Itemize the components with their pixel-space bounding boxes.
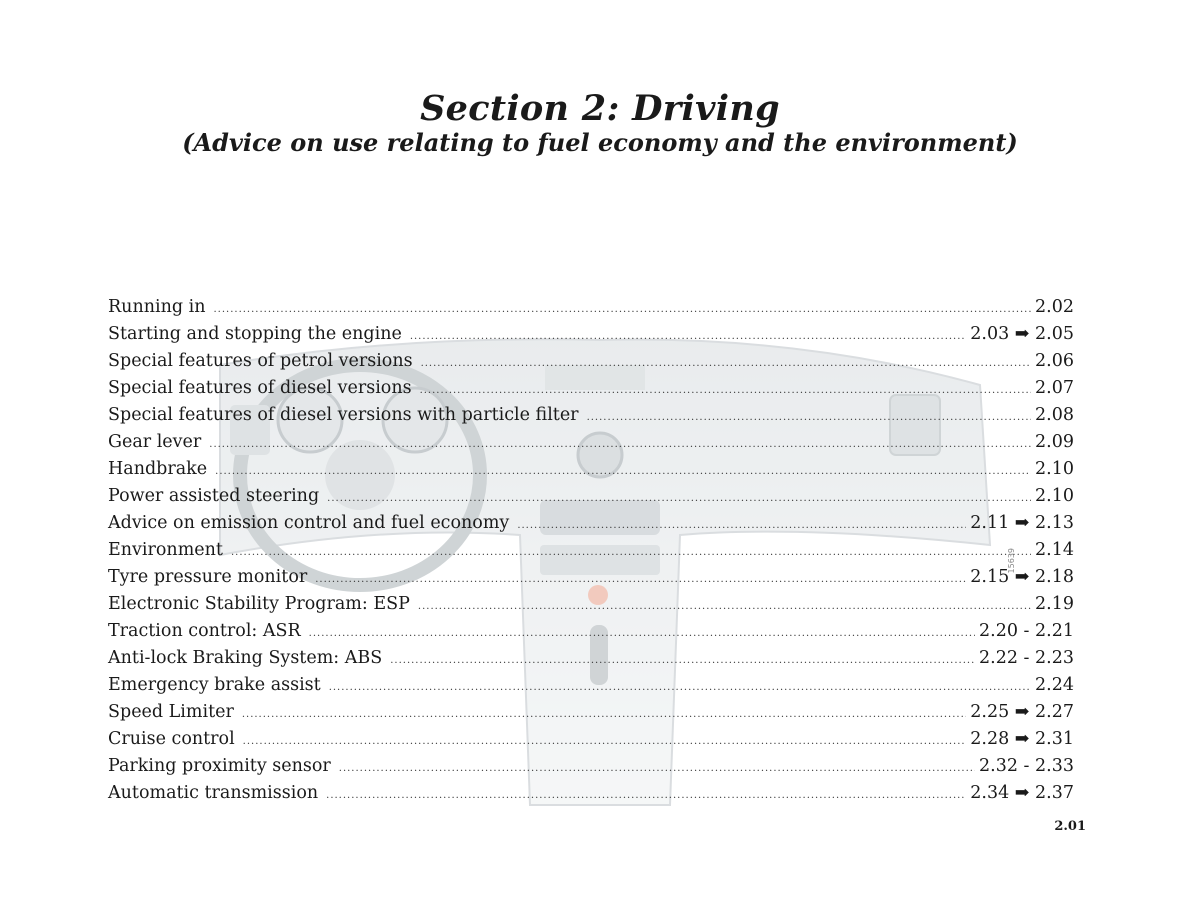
- toc-leader-dots: [209, 431, 1031, 458]
- toc-leader-dots: [418, 593, 1031, 620]
- toc-entry-pages: 2.19: [1035, 594, 1074, 614]
- toc-entry-label: Handbrake: [108, 459, 208, 479]
- toc-entry[interactable]: [108, 456, 1074, 483]
- toc-entry[interactable]: [108, 699, 1074, 726]
- toc-entry[interactable]: [108, 348, 1074, 375]
- toc-entry-label: Special features of diesel versions with particle filter: [108, 405, 579, 425]
- toc-entry-pages: 2.08: [1035, 405, 1074, 425]
- toc-entry-label: Special features of diesel versions: [108, 378, 412, 398]
- toc-entry[interactable]: [108, 618, 1074, 645]
- toc-entry[interactable]: [108, 402, 1074, 429]
- toc-entry-pages: 2.14: [1035, 540, 1074, 560]
- toc-entry-label: Power assisted steering: [108, 486, 320, 506]
- toc-entry-pages: 2.34 ➡ 2.37: [970, 783, 1074, 803]
- toc-entry[interactable]: [108, 645, 1074, 672]
- toc-entry[interactable]: [108, 564, 1074, 591]
- table-of-contents: [108, 294, 1074, 807]
- toc-leader-dots: [309, 620, 975, 647]
- toc-entry[interactable]: [108, 726, 1074, 753]
- toc-entry[interactable]: [108, 753, 1074, 780]
- toc-entry[interactable]: [108, 672, 1074, 699]
- toc-leader-dots: [517, 512, 966, 539]
- toc-entry[interactable]: [108, 429, 1074, 456]
- toc-entry-pages: 2.03 ➡ 2.05: [970, 324, 1074, 344]
- toc-entry-label: Special features of petrol versions: [108, 351, 413, 371]
- toc-entry-pages: 2.09: [1035, 432, 1074, 452]
- toc-entry-label: Emergency brake assist: [108, 675, 321, 695]
- toc-entry[interactable]: [108, 483, 1074, 510]
- toc-entry-pages: 2.28 ➡ 2.31: [970, 729, 1074, 749]
- toc-entry-label: Traction control: ASR: [108, 621, 301, 641]
- toc-leader-dots: [410, 323, 966, 350]
- toc-entry-label: Speed Limiter: [108, 702, 234, 722]
- toc-entry-pages: 2.11 ➡ 2.13: [970, 513, 1074, 533]
- toc-entry[interactable]: [108, 510, 1074, 537]
- toc-leader-dots: [327, 485, 1031, 512]
- toc-entry-pages: 2.10: [1035, 459, 1074, 479]
- toc-entry[interactable]: [108, 321, 1074, 348]
- toc-entry-pages: 2.07: [1035, 378, 1074, 398]
- toc-entry-pages: 2.20 - 2.21: [979, 621, 1074, 641]
- toc-entry-pages: 2.25 ➡ 2.27: [970, 702, 1074, 722]
- toc-leader-dots: [242, 701, 966, 728]
- toc-entry-pages: 2.32 - 2.33: [979, 756, 1074, 776]
- section-subtitle: (Advice on use relating to fuel economy and the environment): [182, 128, 1018, 157]
- toc-leader-dots: [421, 350, 1031, 377]
- toc-entry-pages: 2.10: [1035, 486, 1074, 506]
- toc-leader-dots: [326, 782, 966, 809]
- toc-leader-dots: [587, 404, 1031, 431]
- toc-entry[interactable]: [108, 780, 1074, 807]
- toc-entry-label: Cruise control: [108, 729, 235, 749]
- toc-leader-dots: [329, 674, 1031, 701]
- toc-entry-label: Environment: [108, 540, 223, 560]
- toc-leader-dots: [214, 296, 1032, 323]
- toc-entry[interactable]: [108, 537, 1074, 564]
- toc-entry-pages: 2.15 ➡ 2.18: [970, 567, 1074, 587]
- section-title: Section 2: Driving: [420, 88, 780, 129]
- toc-entry-pages: 2.06: [1035, 351, 1074, 371]
- toc-entry-pages: 2.22 - 2.23: [979, 648, 1074, 668]
- page-number: 2.01: [1054, 819, 1086, 834]
- toc-leader-dots: [339, 755, 975, 782]
- toc-entry-label: Running in: [108, 297, 206, 317]
- toc-entry-label: Tyre pressure monitor: [108, 567, 308, 587]
- toc-entry-label: Anti-lock Braking System: ABS: [108, 648, 383, 668]
- toc-entry-label: Electronic Stability Program: ESP: [108, 594, 410, 614]
- toc-entry-label: Parking proximity sensor: [108, 756, 331, 776]
- toc-entry[interactable]: [108, 375, 1074, 402]
- toc-entry-label: Automatic transmission: [108, 783, 319, 803]
- toc-entry[interactable]: [108, 591, 1074, 618]
- toc-leader-dots: [420, 377, 1031, 404]
- toc-leader-dots: [315, 566, 966, 593]
- toc-entry-pages: 2.24: [1035, 675, 1074, 695]
- toc-entry-label: Advice on emission control and fuel economy: [108, 513, 510, 533]
- toc-leader-dots: [231, 539, 1031, 566]
- toc-entry-label: Gear lever: [108, 432, 202, 452]
- toc-entry-label: Starting and stopping the engine: [108, 324, 402, 344]
- toc-entry-pages: 2.02: [1035, 297, 1074, 317]
- image-code: 15639: [1007, 548, 1016, 574]
- toc-leader-dots: [243, 728, 967, 755]
- toc-leader-dots: [390, 647, 975, 674]
- toc-entry[interactable]: [108, 294, 1074, 321]
- toc-leader-dots: [215, 458, 1031, 485]
